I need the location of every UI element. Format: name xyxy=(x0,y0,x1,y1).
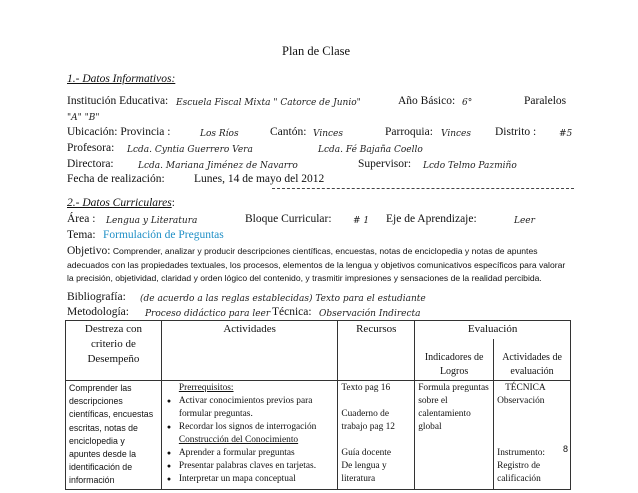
eje-value: Leer xyxy=(514,216,535,226)
profesora-label: Profesora: xyxy=(67,142,115,154)
table-header-row xyxy=(66,321,571,340)
tecnica-value: Observación Indirecta xyxy=(319,309,421,319)
metodologia-label: Metodología: xyxy=(67,306,129,318)
list-item: ● Aprender a formular preguntas xyxy=(165,447,334,460)
fecha-label: Fecha de realización: xyxy=(67,173,165,185)
anio-value: 6° xyxy=(462,98,473,108)
spacer xyxy=(497,408,567,447)
tema-label: Tema: xyxy=(67,229,96,241)
paralelos-value: "A" "B" xyxy=(67,113,100,123)
tecnica-label: Técnica: xyxy=(272,306,312,318)
recurso-line xyxy=(341,434,411,447)
recurso-line: Texto pag 16 xyxy=(341,383,391,393)
list-item: ● Activar conocimientos previos para xyxy=(165,395,334,408)
construccion-label: Construcción del Conocimiento xyxy=(178,435,299,445)
objetivo-label: Objetivo: xyxy=(67,245,111,257)
page-title: Plan de Clase xyxy=(282,44,351,58)
bibliografia-value: (de acuerdo a las reglas establecidas) Texto para el estudiante xyxy=(140,294,426,304)
section-2-heading-text: 2.- Datos Curriculares xyxy=(67,197,172,209)
list-item: formular preguntas. xyxy=(178,409,253,419)
recursos-cell xyxy=(338,381,415,490)
objetivo-value: Comprender, analizar y producir descripciones científicas, encuestas, notas de enciclopedia y notas de apuntes adecuados con las propiedades textuales, los procesos, elementos de la lengua y objetivos comunicativos específicos para valorar la precisión, objetividad, claridad y orden lógico del contenido, y trasmitir impresiones y sensaciones de la realidad percibida. xyxy=(67,246,566,283)
plan-table xyxy=(65,320,571,490)
page-number: 8 xyxy=(563,444,569,454)
ubicacion-label: Ubicación: Provincia : xyxy=(67,126,171,138)
tema-value: Formulación de Preguntas xyxy=(103,229,224,241)
supervisor-label: Supervisor: xyxy=(358,158,412,170)
profesora-value-2: Lcda. Fé Bajaña Coello xyxy=(318,145,423,155)
paralelos-label: Paralelos xyxy=(524,95,567,107)
anio-label: Año Básico: xyxy=(398,95,456,107)
recurso-line: De lengua y xyxy=(341,461,387,471)
indicadores-cell: Formula preguntas sobre el calentamiento global xyxy=(415,381,494,490)
area-label: Área : xyxy=(67,213,96,225)
section-2-heading: 2.- Datos Curriculares: xyxy=(67,197,175,209)
list-item: ● Interpretar un mapa conceptual xyxy=(165,473,334,486)
bloque-label: Bloque Curricular: xyxy=(245,213,332,225)
parroquia-label: Parroquia: xyxy=(385,126,433,138)
institucion-label: Institución Educativa: xyxy=(67,95,169,107)
header-recursos: Recursos xyxy=(338,321,415,381)
canton-label: Cantón: xyxy=(270,126,307,138)
bloque-value: # 1 xyxy=(353,216,370,226)
header-evaluacion: Evaluación xyxy=(415,321,571,340)
list-item: ● Recordar los signos de interrogación xyxy=(165,421,334,434)
canton-value: Vinces xyxy=(313,129,344,139)
ubicacion-value: Los Ríos xyxy=(200,129,239,139)
recurso-line: Guía docente xyxy=(341,448,392,458)
observacion-text: Observación xyxy=(497,396,545,406)
actividades-eval-cell xyxy=(494,381,571,490)
distrito-label: Distrito : xyxy=(495,126,537,138)
distrito-value: #5 xyxy=(559,129,573,139)
supervisor-value: Lcdo Telmo Pazmiño xyxy=(423,161,517,171)
eje-label: Eje de Aprendizaje: xyxy=(386,213,477,225)
institucion-value: Escuela Fiscal Mixta " Catorce de Junio" xyxy=(176,98,361,108)
instrumento-text: Instrumento: Registro de calificación xyxy=(497,448,545,484)
parroquia-value: Vinces xyxy=(441,129,472,139)
header-actividades-eval: Actividades de evaluación xyxy=(494,339,571,381)
metodologia-value: Proceso didáctico para leer xyxy=(145,309,271,319)
fecha-divider xyxy=(272,188,574,189)
prerrequisitos-label: Prerrequisitos: xyxy=(178,383,234,393)
section-1-heading: 1.- Datos Informativos: xyxy=(67,73,176,85)
header-indicadores: Indicadores de Logros xyxy=(415,339,494,381)
tecnica-title: TÉCNICA xyxy=(505,383,546,393)
actividades-cell xyxy=(161,381,337,490)
objetivo-text xyxy=(67,245,572,286)
directora-value: Lcda. Mariana Jiménez de Navarro xyxy=(138,161,298,171)
table-row xyxy=(66,381,571,490)
recurso-line xyxy=(341,395,411,408)
recurso-line: Cuaderno de xyxy=(341,409,389,419)
area-value: Lengua y Literatura xyxy=(106,216,198,226)
profesora-value: Lcda. Cyntia Guerrero Vera xyxy=(127,145,253,155)
bibliografia-label: Bibliografía: xyxy=(67,291,126,303)
header-destreza: Destreza con criterio de Desempeño xyxy=(66,321,162,381)
directora-label: Directora: xyxy=(67,158,114,170)
destreza-cell: Comprender las descripciones científicas, encuestas escritas, notas de enciclopedia y apuntes desde la identificación de información xyxy=(66,381,162,490)
recurso-line: literatura xyxy=(341,474,376,484)
fecha-value: Lunes, 14 de mayo del 2012 xyxy=(194,173,325,185)
recurso-line: trabajo pag 12 xyxy=(341,422,395,432)
header-actividades: Actividades xyxy=(161,321,337,381)
list-item: ● Presentar palabras claves en tarjetas. xyxy=(165,460,334,473)
